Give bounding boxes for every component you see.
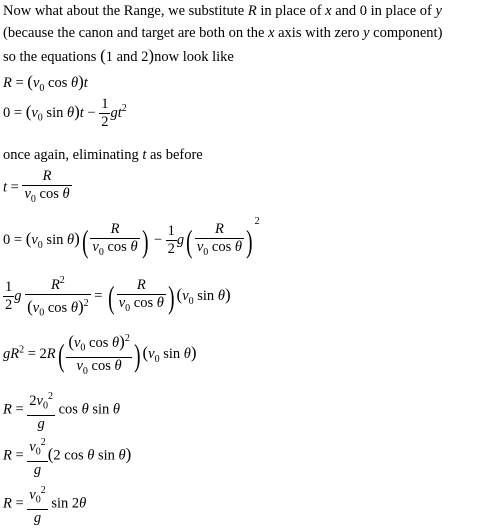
equation-4: $0 = (v_0$ sin θ)( $\frac{R}{v_0 \cos \theta}$ ) − $\frac{1}{2}$ g( $\frac{R}{v_0 \cos \theta}$ )$^2$ bbox=[3, 216, 260, 259]
equation-2: $0 = (v_0$ sin θ)t − $\frac{1}{2}$ $gt^2$ bbox=[3, 96, 127, 130]
equation-3: t = $\frac{R}{v_0 \cos \theta}$ bbox=[3, 168, 72, 208]
text-line-2: (because the canon and target are both on the x axis with zero y component) bbox=[3, 25, 443, 41]
text-line-3: so the equations (1 and 2)now look like bbox=[3, 46, 234, 65]
equation-6: $gR^2 = 2R$( $\frac{(v_0 \cos \theta)^2}{v_0 \cos \theta}$ ) ($v_0$ sin θ) bbox=[3, 330, 197, 380]
equation-8: R = $\frac{v_0^2}{g}$ (2 cos θ sin θ) bbox=[3, 437, 132, 478]
text-line-1: Now what about the Range, we substitute R in place of x and 0 in place of y bbox=[3, 3, 442, 19]
equation-5: $\frac{1}{2}$ g $\frac{R^2}{(v_0 \cos \theta)^2}$ = ( $\frac{R}{v_0 \cos \theta}$ ) ($v_0$ sin θ) bbox=[3, 272, 231, 322]
text-line-4: once again, eliminating t as before bbox=[3, 147, 203, 163]
equation-9: R = $\frac{v_0^2}{g}$ sin 2θ bbox=[3, 485, 87, 526]
equation-7: R = $\frac{2v_0^2}{g}$ cos θ sin θ bbox=[3, 391, 120, 432]
equation-1: $R = (v_0$ cos θ)t bbox=[3, 72, 88, 94]
